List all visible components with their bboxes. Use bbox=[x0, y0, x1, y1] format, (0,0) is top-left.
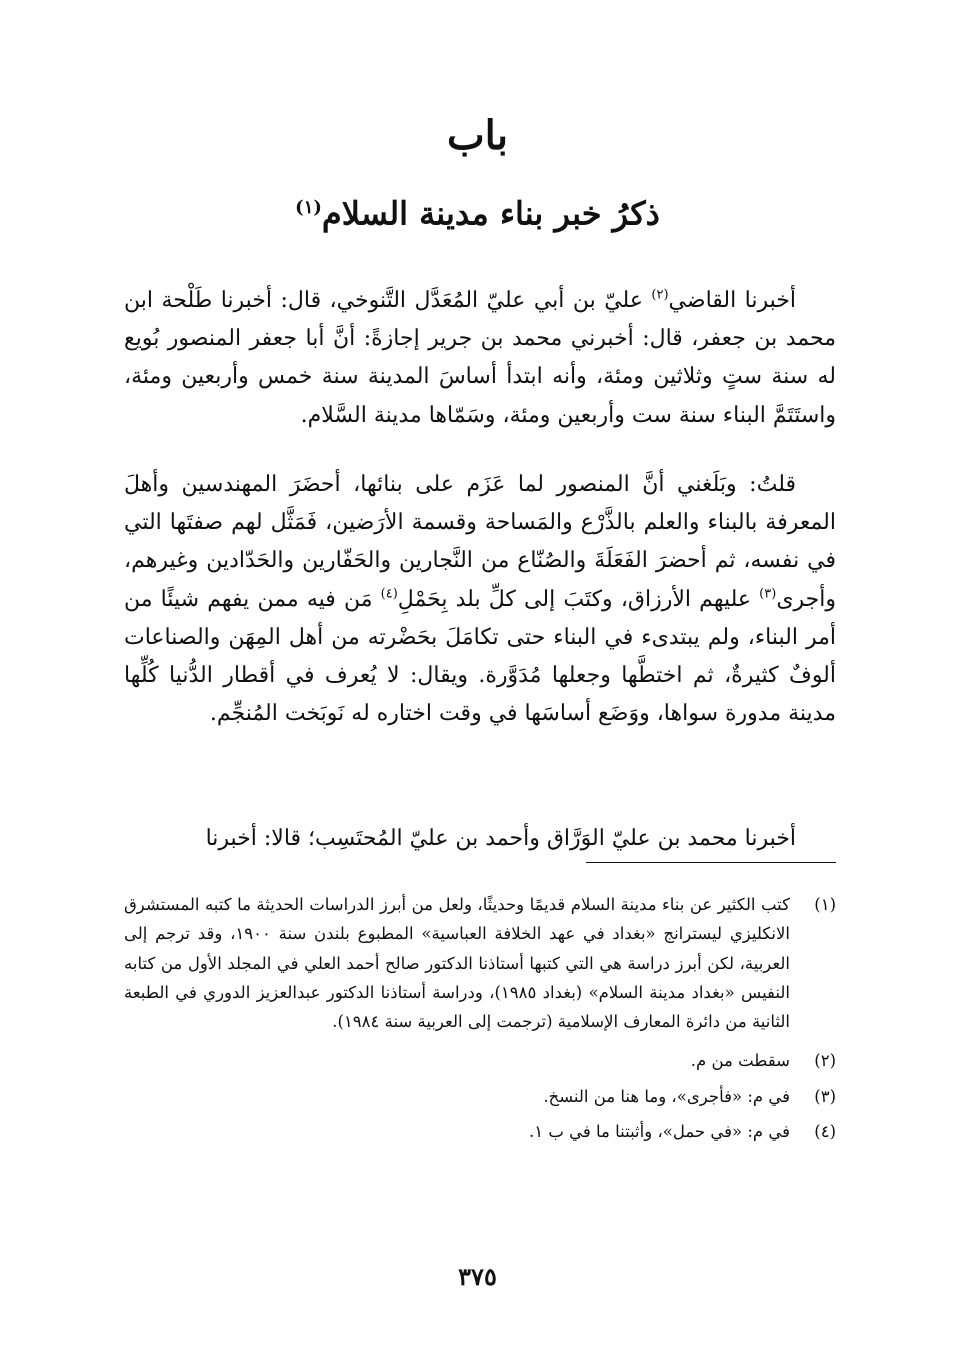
footnote-number: (٢) bbox=[814, 1051, 836, 1071]
paragraph-2-rest: مَن فيه ممن يفهم شيئًا من أمر البناء، ولم يبتدىء في البناء حتى تكامَلَ بحَضْرته من أهل المِهَن والصناعات ألوفٌ كثيرةٌ، ثم اختطَّها وجعلها مُدَوَّرة. ويقال: لا يُعرف في أقطار الدُّنيا كُلِّها مدينة مدورة سواها، ووَضَع أساسَها في وقت اختاره له نَوبَخت المُنجِّم. bbox=[124, 586, 836, 727]
paragraph-3: أخبرنا محمد بن عليّ الوَرَّاق وأحمد بن عليّ المُحتَسِب؛ قالا: أخبرنا bbox=[205, 826, 796, 851]
footnote-ref-3: (٣) bbox=[759, 586, 777, 602]
section-title bbox=[0, 182, 955, 240]
footnote-1 bbox=[124, 890, 836, 1036]
section-title-text: ذكرُ خبر بناء مدينة السلام bbox=[321, 194, 660, 233]
footnote-text: في م: «في حمل»، وأثبتنا ما في ب ١. bbox=[528, 1122, 790, 1142]
footnote-2 bbox=[124, 1046, 836, 1075]
footnotes bbox=[124, 890, 836, 1146]
footnote-ref-4: (٤) bbox=[380, 586, 398, 602]
paragraph-2-middle: عليهم الأرزاق، وكتَبَ إلى كلِّ بلد بِحَمْلِ bbox=[397, 586, 760, 612]
chapter-heading: باب bbox=[447, 112, 508, 159]
section-title-footnote-ref: (١) bbox=[295, 197, 322, 218]
footnote-separator bbox=[586, 862, 836, 863]
footnote-ref-2: (٢) bbox=[651, 287, 669, 303]
paragraph-1 bbox=[124, 282, 836, 435]
footnote-text: كتب الكثير عن بناء مدينة السلام قديمًا وحديثًا، ولعل من أبرز الدراسات الحديثة ما كتبه المستشرق الانكليزي ليسترانج «بغداد في عهد الخلافة العباسية» المطبوع بلندن سنة ١٩٠٠، وقد ترجم إلى العربية، لكن أبرز دراسة هي التي كتبها أستاذنا الدكتور صالح أحمد العلي في المجلد الأول من كتابه النفيس «بغداد مدينة السلام» (بغداد ١٩٨٥)، ودراسة أستاذنا الدكتور عبدالعزيز الدوري في الطبعة الثانية من دائرة المعارف الإسلامية (ترجمت إلى العربية سنة ١٩٨٤). bbox=[124, 895, 790, 1032]
footnote-text: سقطت من م. bbox=[690, 1051, 790, 1071]
paragraph-2-start: قلتُ: وبَلَغني أنَّ المنصور لما عَزَم على بنائها، أحضَرَ المهندسين وأهلَ المعرفة بالبناء والعلم بالذَّرْع والمَساحة وقسمة الأرَضين، فَمَثَّل لهم صفتَها التي في نفسه، ثم أحضرَ الفَعَلَةَ والصُنّاع من النَّجارين والحَفّارين والحَدّادين وغيرهم، وأجرى bbox=[124, 472, 837, 612]
footnote-number: (٤) bbox=[814, 1122, 836, 1142]
paragraph-2 bbox=[124, 466, 836, 733]
page-number: ٣٧٥ bbox=[458, 1262, 497, 1291]
footnote-number: (١) bbox=[814, 895, 836, 914]
paragraph-1-rest: عليّ بن أبي عليّ المُعَدَّل التَّنوخي، قال: أخبرنا طَلْحة ابن محمد بن جعفر، قال: أخبرني محمد بن جرير إجازةً: أنَّ أبا جعفر المنصور بُويع له سنة ستٍ وثلاثين ومئة، وأنه ابتدأ أساسَ المدينة سنة خمس وأربعين ومئة، واستَتَمَّ البناء سنة ست وأربعين ومئة، وسَمّاها مدينة السَّلام. bbox=[124, 288, 836, 428]
footnote-4 bbox=[124, 1117, 836, 1146]
paragraph-1-start: أخبرنا القاضي bbox=[668, 288, 796, 313]
footnote-text: في م: «فأجرى»، وما هنا من النسخ. bbox=[543, 1086, 790, 1106]
footnote-number: (٣) bbox=[814, 1086, 836, 1106]
footnote-3 bbox=[124, 1082, 836, 1111]
